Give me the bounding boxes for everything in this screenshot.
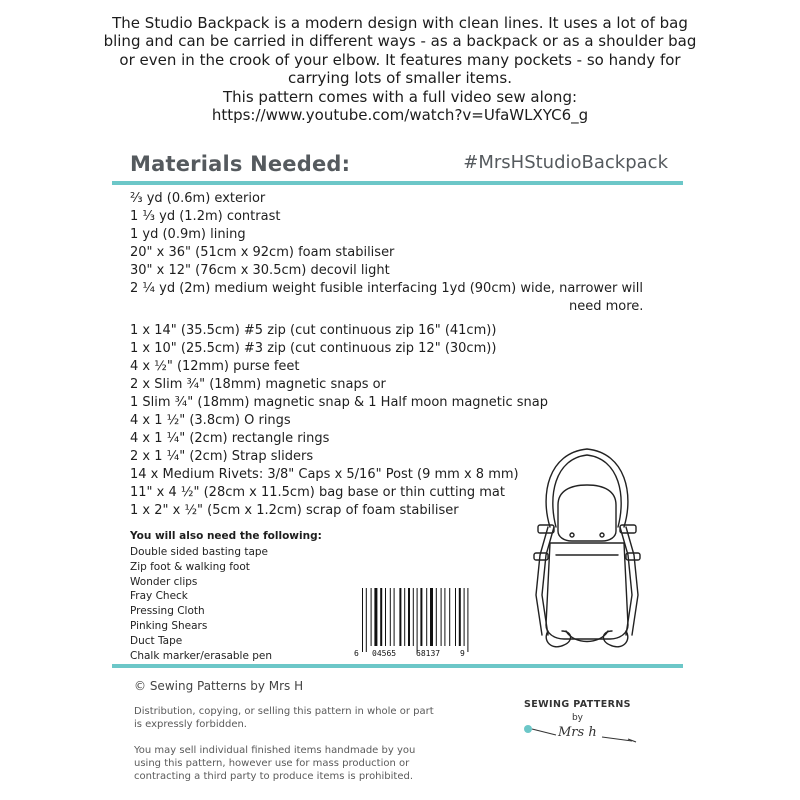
pattern-description bbox=[100, 14, 700, 124]
barcode-digits-left: 04565 bbox=[372, 649, 397, 658]
copyright-notice: © Sewing Patterns by Mrs H bbox=[134, 679, 304, 693]
description-line: carrying lots of smaller items. bbox=[288, 69, 512, 88]
barcode-digits-right: 68137 bbox=[416, 649, 441, 658]
material-item: ⅔ yd (0.6m) exterior bbox=[130, 191, 266, 206]
material-item: 1 x 2" x ½" (5cm x 1.2cm) scrap of foam stabiliser bbox=[130, 503, 459, 518]
material-item: 4 x 1 ¼" (2cm) rectangle rings bbox=[130, 431, 330, 446]
extra-item: Wonder clips bbox=[130, 575, 198, 588]
material-item: 1 Slim ¾" (18mm) magnetic snap & 1 Half moon magnetic snap bbox=[130, 395, 549, 410]
extra-item: Double sided basting tape bbox=[130, 546, 268, 558]
hashtag: #MrsHStudioBackpack bbox=[463, 152, 668, 173]
material-item: 1 x 14" (35.5cm) #5 zip (cut continuous zip 16" (41cm)) bbox=[130, 323, 497, 338]
brand-logo bbox=[520, 695, 650, 785]
material-item-continued: need more. bbox=[569, 299, 644, 314]
barcode-digit-right: 9 bbox=[460, 649, 465, 658]
extra-item: Pressing Cloth bbox=[130, 605, 205, 618]
material-item: 14 x Medium Rivets: 3/8" Caps x 5/16" Post (9 mm x 8 mm) bbox=[130, 467, 519, 482]
material-item: 2 x 1 ¼" (2cm) Strap sliders bbox=[130, 449, 314, 464]
video-url: https://www.youtube.com/watch?v=UfaWLXYC6_g bbox=[211, 106, 589, 125]
material-item: 1 x 10" (25.5cm) #3 zip (cut continuous zip 12" (30cm)) bbox=[130, 341, 497, 356]
material-item: 11" x 4 ½" (28cm x 11.5cm) bag base or thin cutting mat bbox=[130, 485, 505, 500]
materials-heading: Materials Needed: bbox=[130, 152, 351, 176]
material-item: 4 x 1 ½" (3.8cm) O rings bbox=[130, 413, 291, 428]
material-item: 2 ¼ yd (2m) medium weight fusible interfacing 1yd (90cm) wide, narrower will bbox=[130, 281, 644, 296]
material-item: 4 x ½" (12mm) purse feet bbox=[130, 359, 300, 374]
accent-divider-top bbox=[112, 181, 683, 185]
extra-item: Pinking Shears bbox=[130, 619, 208, 632]
extra-item: Zip foot & walking foot bbox=[130, 560, 250, 573]
barcode bbox=[350, 586, 470, 660]
extra-item: Chalk marker/erasable pen bbox=[130, 649, 273, 662]
extra-item: Duct Tape bbox=[130, 634, 183, 647]
extras-heading: You will also need the following: bbox=[130, 530, 322, 542]
material-item: 30" x 12" (76cm x 30.5cm) decovil light bbox=[130, 263, 390, 278]
material-item: 20" x 36" (51cm x 92cm) foam stabiliser bbox=[130, 245, 395, 260]
logo-script-name: Mrs h bbox=[558, 725, 597, 740]
extra-item: Fray Check bbox=[130, 590, 188, 603]
distribution-notice: Distribution, copying, or selling this pattern in whole or part is expressly forbidden. bbox=[134, 706, 434, 730]
accent-divider-bottom bbox=[112, 664, 683, 668]
description-line: or even in the crook of your elbow. It features many pockets - so handy for bbox=[119, 50, 681, 69]
video-sew-along-note: This pattern comes with a full video sew along: bbox=[222, 87, 578, 106]
usage-notice: You may sell individual finished items handmade by you using this pattern, however use for mass production or contracting a third party to produce items is prohibited. bbox=[134, 745, 416, 782]
material-item: 1 yd (0.9m) lining bbox=[130, 227, 246, 242]
description-line: bling and can be carried in different ways - as a backpack or as a shoulder bag bbox=[103, 32, 697, 51]
logo-wordmark: SEWING PATTERNS bbox=[524, 699, 631, 710]
barcode-digit-left: 6 bbox=[354, 649, 359, 658]
backpack-illustration bbox=[512, 435, 662, 660]
logo-by: by bbox=[571, 713, 584, 723]
description-line: The Studio Backpack is a modern design with clean lines. It uses a lot of bag bbox=[112, 14, 688, 32]
material-item: 2 x Slim ¾" (18mm) magnetic snaps or bbox=[130, 377, 386, 392]
extras-list bbox=[130, 545, 272, 663]
material-item: 1 ⅓ yd (1.2m) contrast bbox=[130, 209, 281, 224]
